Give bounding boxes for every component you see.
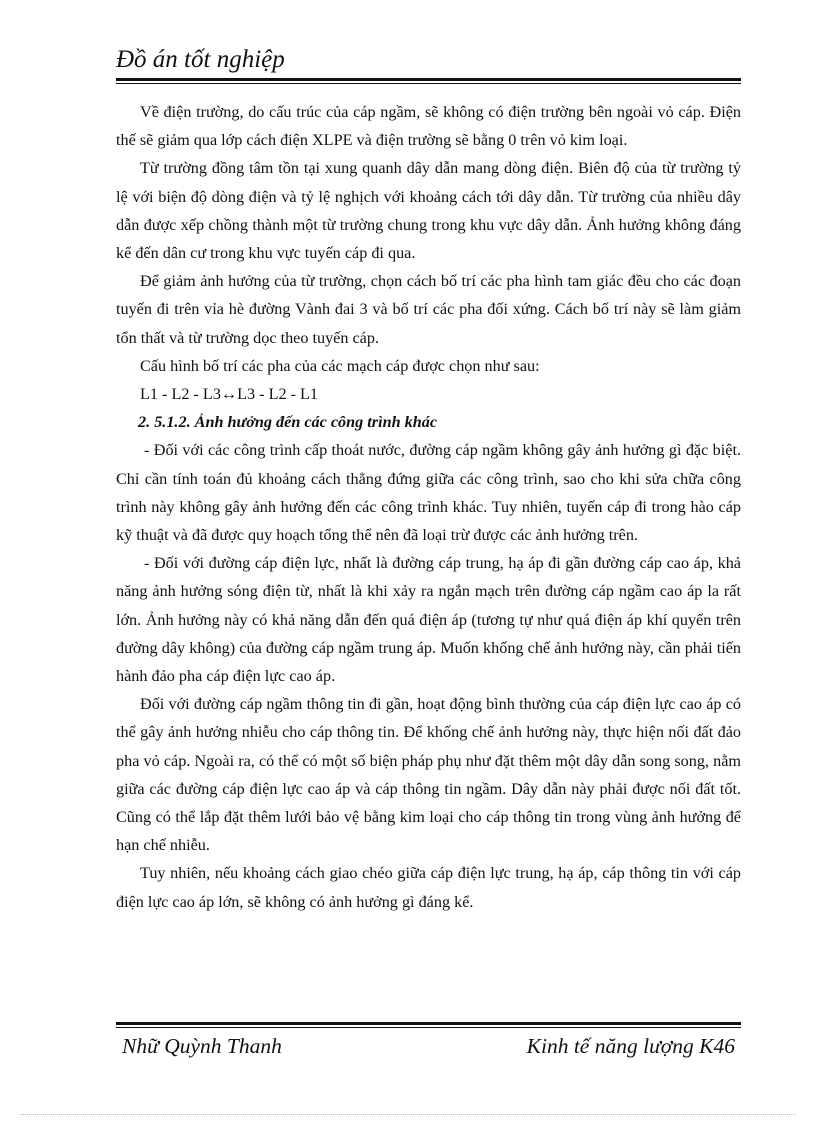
footer-rule [116, 1022, 741, 1028]
footer-author: Nhữ Quỳnh Thanh [122, 1034, 282, 1058]
section-subheading: 2. 5.1.2. Ảnh hưởng đến các công trình khác [138, 413, 438, 432]
paragraph-phase-arrangement: Để giảm ảnh hưởng của từ trường, chọn cách bố trí các pha hình tam giác đều cho các đoạn tuyến đi trên vỉa hè đường Vành đai 3 và bố trí các pha đối xứng. Cách bố trí này sẽ làm giảm tổn thất và từ trường dọc theo tuyến cáp. [116, 272, 741, 347]
page-header [116, 44, 741, 76]
page-footer [116, 1030, 741, 1062]
paragraph-telecom-cables: Đối với đường cáp ngầm thông tin đi gần, hoạt động bình thường của cáp điện lực cao áp có thể gây ảnh hưởng nhiễu cho cáp thông tin. Để khống chế ảnh hưởng này, thực hiện nối đất đảo pha vỏ cáp. Ngoài ra, có thể có một số biện pháp phụ như đặt thêm một dây dẫn song song, nằm giữa các đường cáp điện lực cao áp và cáp thông tin ngầm. Dây dẫn này phải được nối đất tốt. Cũng có thể lắp đặt thêm lưới bảo vệ bằng kim loại cho cáp thông tin trong vùng ảnh hưởng để hạn chế nhiễu. [116, 695, 741, 855]
footer-program: Kinh tế năng lượng K46 [526, 1034, 735, 1058]
header-rule [116, 78, 741, 84]
paragraph-magnetic-field: Từ trường đồng tâm tồn tại xung quanh dây dẫn mang dòng điện. Biên độ của từ trường tỷ lệ với biện độ dòng điện và tỷ lệ nghịch với khoảng cách tới dây dẫn. Từ trường của nhiều dây dẫn được xếp chồng thành một từ trường chung trong khu vực dây dẫn. Ảnh hưởng không đáng kể đến dân cư trong khu vực tuyến cáp đi qua. [116, 159, 741, 263]
paragraph-crossing-distance: Tuy nhiên, nếu khoảng cách giao chéo giữa cáp điện lực trung, hạ áp, cáp thông tin với cáp điện lực cao áp lớn, sẽ không có ảnh hưởng gì đáng kể. [116, 864, 741, 911]
page-bottom-divider [20, 1114, 796, 1115]
paragraph-water-works: - Đối với các công trình cấp thoát nước, đường cáp ngầm không gây ảnh hưởng gì đặc biệt. Chỉ cần tính toán đủ khoảng cách thẳng đứng giữa các công trình, sao cho khi sửa chữa công trình này không gây ảnh hưởng đến các công trình khác. Tuy nhiên, tuyến cáp đi trong hào cáp kỹ thuật và đã được quy hoạch tổng thể nên đã loại trừ được các ảnh hưởng trên. [116, 441, 741, 545]
paragraph-power-cables: - Đối với đường cáp điện lực, nhất là đường cáp trung, hạ áp đi gần đường cáp cao áp, khả năng ảnh hưởng sóng điện từ, nhất là khi xảy ra ngắn mạch trên đường cáp ngầm cao áp la rất lớn. Ảnh hưởng này có khả năng dẫn đến quá điện áp (tương tự như quá điện áp khí quyển trên đường dây không) của đường cáp ngầm trung áp. Muốn khống chế ảnh hưởng này, cần phải tiến hành đảo pha cáp điện lực cao áp. [116, 554, 741, 686]
document-title: Đồ án tốt nghiệp [116, 46, 285, 73]
body-text [116, 98, 741, 916]
paragraph-electric-field: Về điện trường, do cấu trúc của cáp ngầm, sẽ không có điện trường bên ngoài vỏ cáp. Điện thế sẽ giảm qua lớp cách điện XLPE và điện trường sẽ bằng 0 trên vỏ kim loại. [116, 103, 741, 150]
paragraph-configuration-intro: Cấu hình bố trí các pha của các mạch cáp được chọn như sau: [140, 356, 540, 375]
paragraph-phase-sequence: L1 - L2 - L3↔L3 - L2 - L1 [140, 385, 319, 404]
